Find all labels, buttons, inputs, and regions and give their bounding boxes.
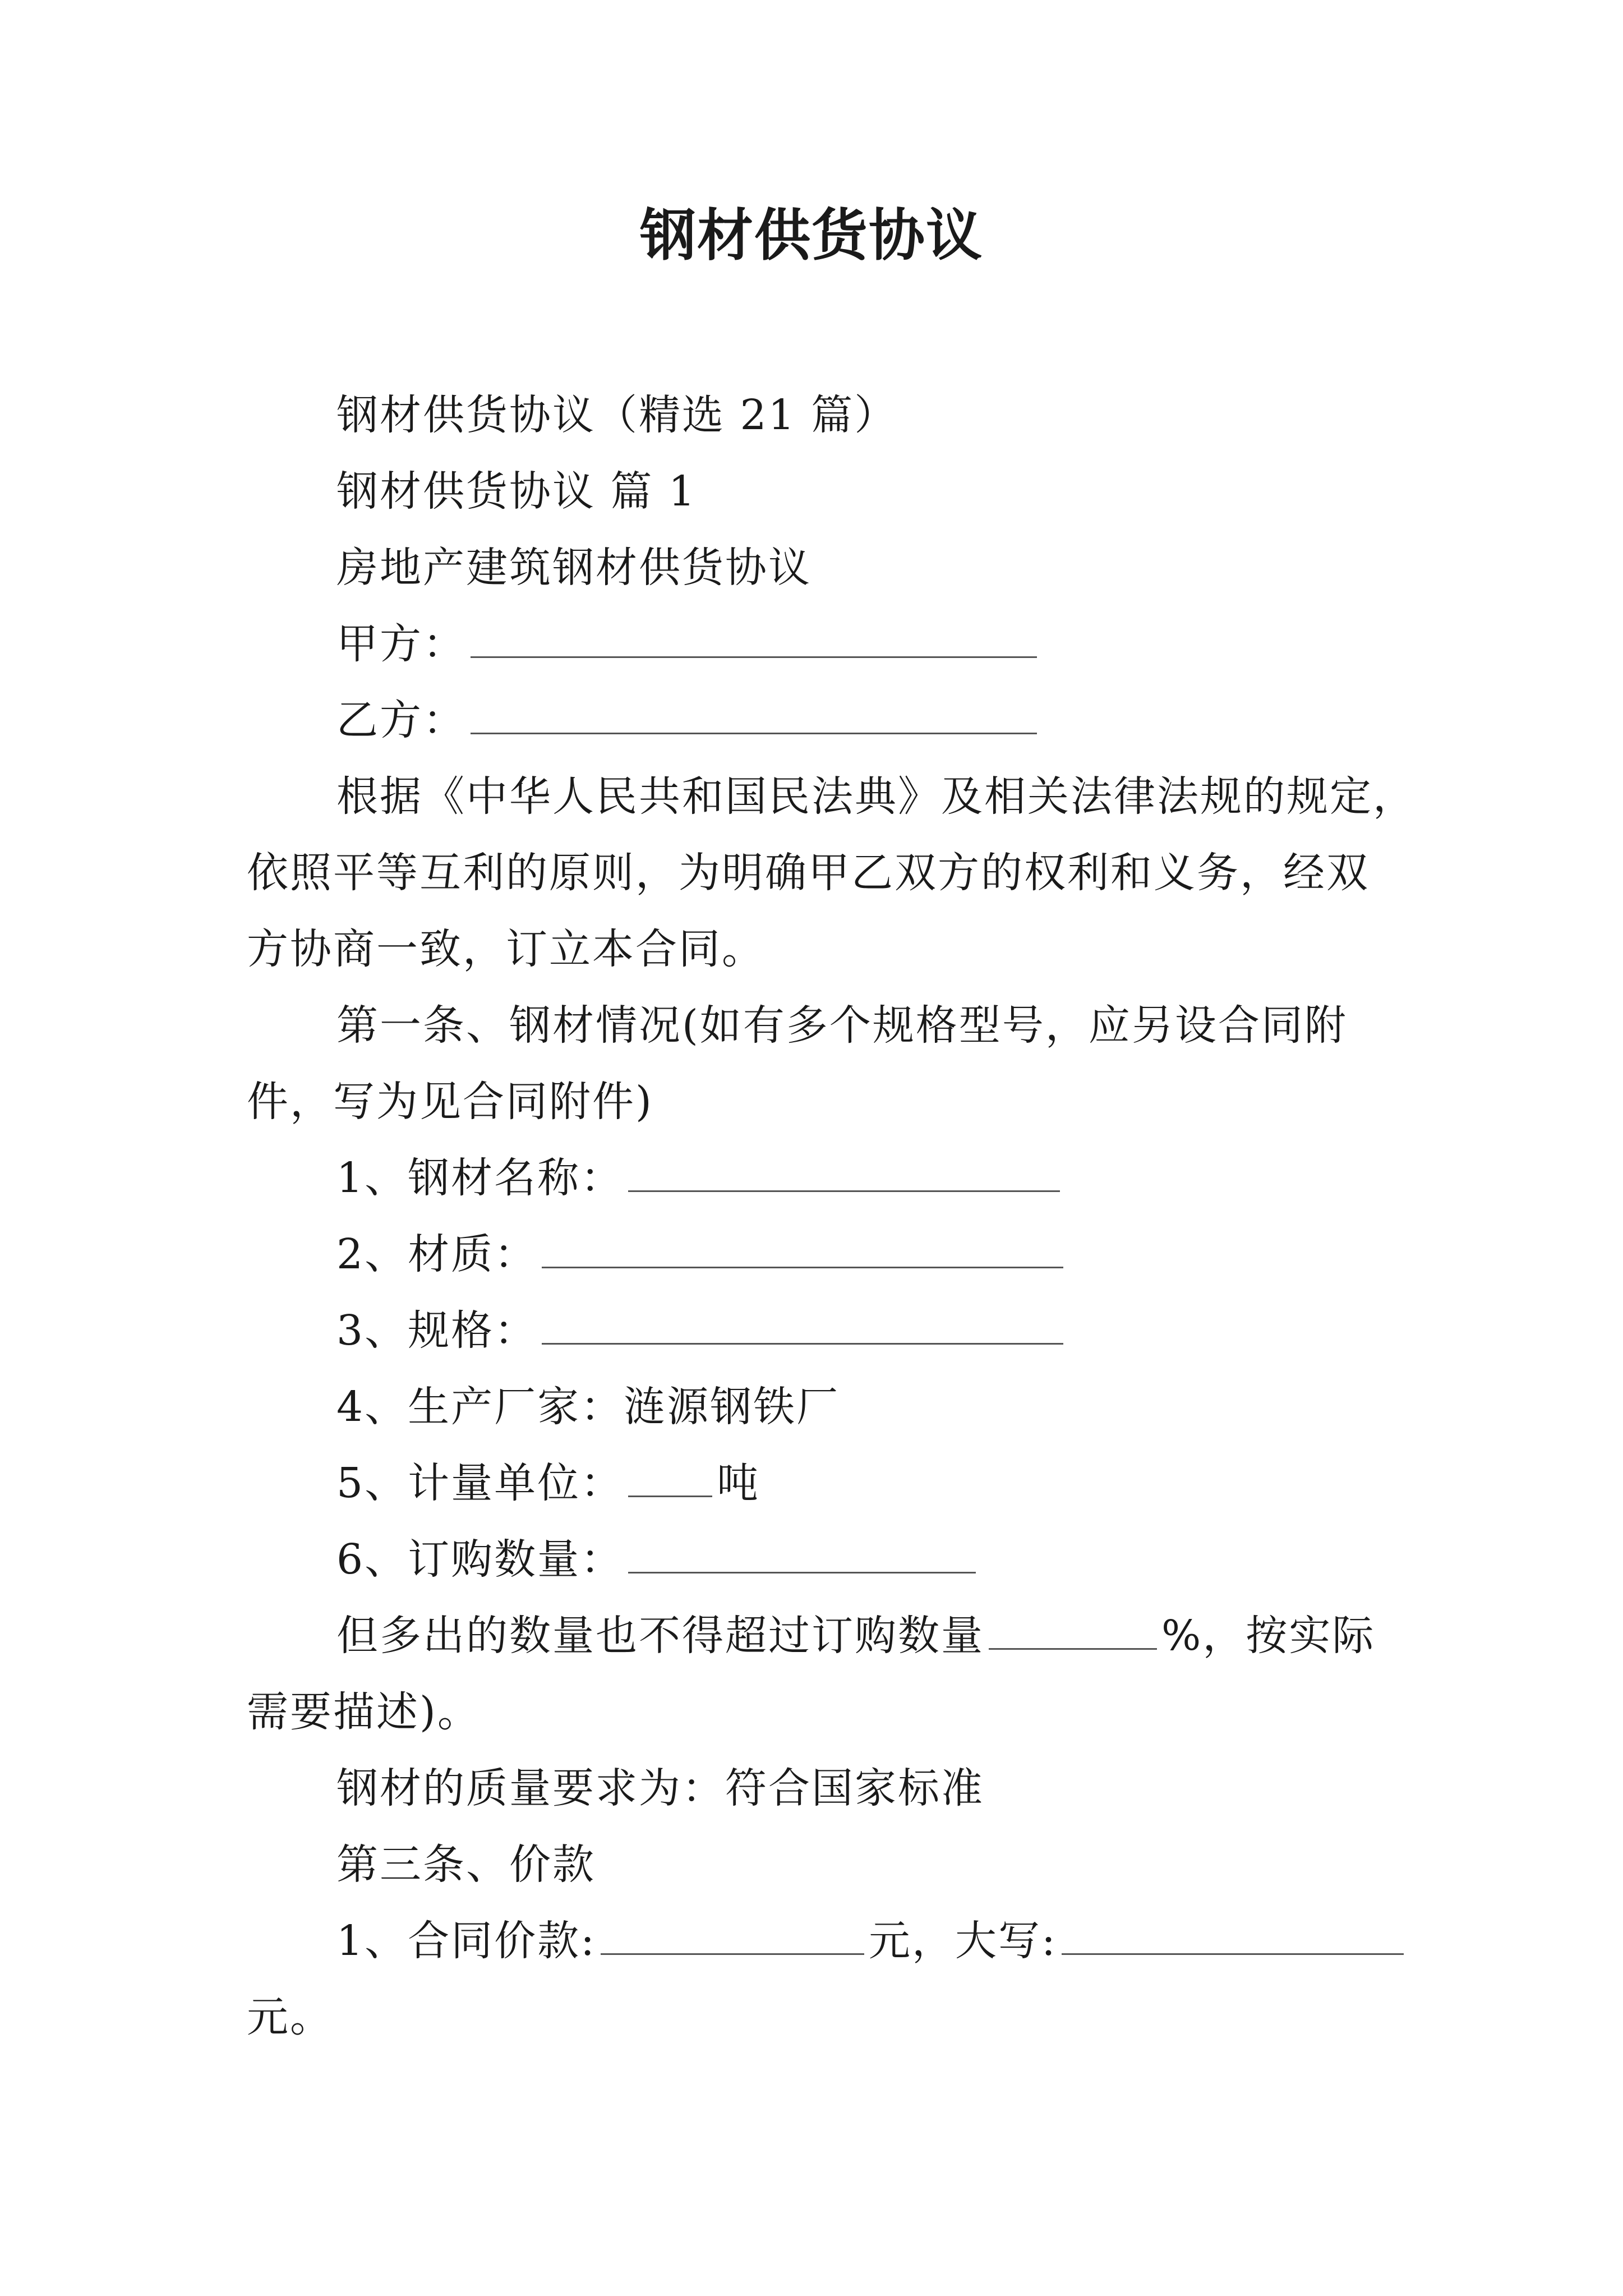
- item-blank: [542, 1227, 1063, 1268]
- item-blank: [628, 1456, 712, 1497]
- item-manufacturer: 4、生产厂家：涟源钢铁厂: [336, 1383, 840, 1431]
- unit-text: 吨: [717, 1459, 760, 1507]
- paragraph-line: 依照平等互利的原则，为明确甲乙双方的权利和义务，经双: [247, 849, 1370, 897]
- paragraph-line: 根据《中华人民共和国民法典》及相关法律法规的规定，: [336, 772, 1416, 821]
- item-label: 2、材质：: [336, 1230, 538, 1278]
- party-b-line: [336, 692, 1041, 748]
- quality-line: 钢材的质量要求为：符合国家标准: [336, 1764, 984, 1812]
- agreement-name: 房地产建筑钢材供货协议: [336, 544, 811, 592]
- section-heading: 钢材供货协议 篇 1: [336, 467, 697, 516]
- article-1-line: 第一条、钢材情况(如有多个规格型号，应另设合同附: [336, 1001, 1348, 1050]
- party-a-line: [336, 616, 1041, 672]
- item-label: 1、钢材名称：: [336, 1154, 624, 1202]
- item-label: 3、规格：: [336, 1306, 538, 1355]
- item-quantity: [336, 1531, 980, 1588]
- percent-blank: [989, 1609, 1157, 1650]
- item-blank: [542, 1304, 1063, 1345]
- quantity-limit-text: 但多出的数量也不得超过订购数量: [336, 1612, 984, 1660]
- article-1-line: 件，写为见合同附件): [247, 1078, 653, 1126]
- party-b-blank: [471, 693, 1037, 734]
- price-line: [336, 1913, 1408, 1969]
- price-uppercase-label: 元，大写:: [869, 1917, 1057, 1965]
- price-uppercase-blank: [1062, 1914, 1404, 1955]
- item-steel-name: [336, 1150, 1064, 1206]
- party-a-label: 甲方：: [336, 620, 466, 668]
- party-a-blank: [471, 617, 1037, 658]
- item-spec: [336, 1303, 1068, 1359]
- party-b-label: 乙方：: [336, 696, 466, 744]
- item-label: 6、订购数量：: [336, 1535, 624, 1584]
- item-material: [336, 1226, 1068, 1282]
- paragraph-line: 方协商一致，订立本合同。: [247, 925, 765, 973]
- item-blank: [628, 1533, 976, 1573]
- item-blank: [628, 1151, 1060, 1192]
- item-unit: [336, 1455, 760, 1511]
- price-blank: [601, 1914, 864, 1955]
- price-label: 1、合同价款:: [336, 1917, 597, 1965]
- document-title: 钢材供货协议: [640, 203, 983, 268]
- article-3-heading: 第三条、价款: [336, 1841, 596, 1889]
- item-label: 5、计量单位：: [336, 1459, 624, 1507]
- paragraph-line: 需要描述)。: [247, 1688, 481, 1736]
- quantity-limit-tail: %，按实际: [1161, 1612, 1376, 1660]
- paragraph-line: [336, 1608, 1375, 1664]
- subtitle-line: 钢材供货协议（精选 21 篇）: [336, 391, 898, 439]
- price-unit-line: 元。: [247, 1993, 333, 2041]
